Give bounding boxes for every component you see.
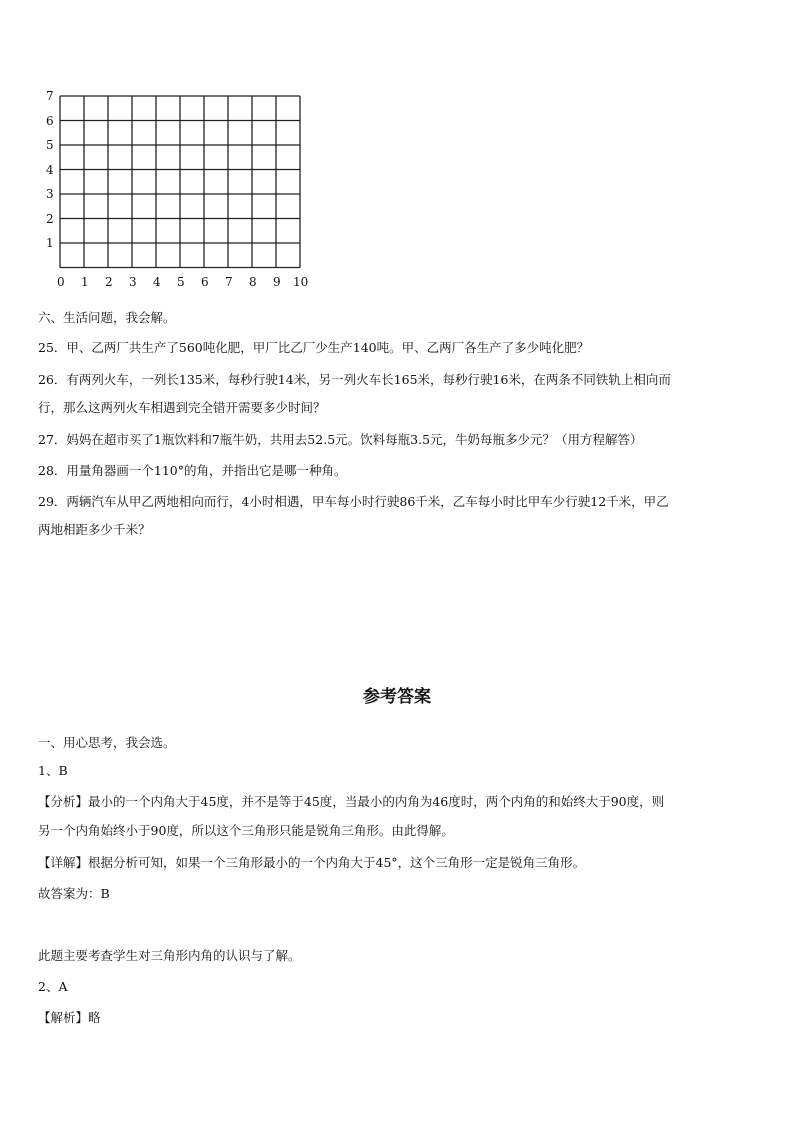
y-axis-label: 6: [46, 113, 54, 128]
question-27: 27．妈妈在超市买了1瓶饮料和7瓶牛奶，共用去52.5元。饮料每瓶3.5元，牛奶每瓶多少元？（用方程解答）: [38, 432, 643, 447]
x-axis-label: 7: [225, 274, 233, 289]
x-axis-label: 4: [153, 274, 161, 289]
y-axis-label: 1: [46, 236, 54, 250]
x-axis-label: 10: [293, 274, 309, 289]
y-axis-label: 5: [46, 138, 54, 152]
question-29-line-2: 两地相距多少千米？: [38, 522, 151, 537]
x-axis-label: 0: [57, 274, 65, 289]
answer-1-detail: 【详解】根据分析可知，如果一个三角形最小的一个内角大于45°，这个三角形一定是锐角三角形。: [38, 855, 586, 870]
answer-1-final: 故答案为：B: [38, 886, 110, 901]
y-axis-label: 2: [46, 211, 54, 226]
x-axis-label: 3: [129, 274, 137, 289]
question-25: 25．甲、乙两厂共生产了560吨化肥，甲厂比乙厂少生产140吨。甲、乙两厂各生产了多少吨化肥？: [38, 340, 590, 355]
x-axis-label: 5: [177, 274, 185, 289]
answer-1-analysis-line-2: 另一个内角始终小于90度，所以这个三角形只能是锐角三角形。由此得解。: [38, 823, 454, 838]
y-axis-label: 3: [46, 187, 54, 201]
section-heading: 六、生活问题，我会解。: [38, 310, 176, 325]
x-axis-label: 2: [105, 274, 113, 289]
coordinate-grid: [38, 88, 318, 293]
question-28: 28．用量角器画一个110°的角，并指出它是哪一种角。: [38, 463, 347, 478]
x-axis-label: 6: [201, 274, 209, 289]
x-axis-label: 1: [81, 274, 89, 289]
answers-title: 参考答案: [363, 687, 431, 707]
answer-1-summary: 此题主要考查学生对三角形内角的认识与了解。: [38, 948, 301, 963]
x-axis-label: 9: [273, 274, 281, 289]
answer-1-analysis-line-1: 【分析】最小的一个内角大于45度，并不是等于45度，当最小的内角为46度时，两个内角的和始终大于90度，则: [38, 794, 665, 809]
answer-1: 1、B: [38, 763, 68, 778]
answer-2-analysis: 【解析】略: [38, 1010, 101, 1025]
question-26-line-2: 行，那么这两列火车相遇到完全错开需要多少时间？: [38, 400, 326, 415]
answers-section-heading: 一、用心思考，我会选。: [38, 735, 176, 750]
question-29-line-1: 29．两辆汽车从甲乙两地相向而行，4小时相遇，甲车每小时行驶86千米，乙车每小时比甲车少行驶12千米，甲乙: [38, 494, 669, 509]
question-26-line-1: 26．有两列火车，一列长135米，每秒行驶14米，另一列火车长165米，每秒行驶16米，在两条不同铁轨上相向而: [38, 372, 671, 387]
x-axis-label: 8: [249, 274, 257, 289]
answer-2: 2、A: [38, 979, 68, 994]
grid-lines: [38, 88, 318, 293]
y-axis-label: 4: [46, 162, 54, 177]
y-axis-label: 7: [46, 89, 54, 103]
